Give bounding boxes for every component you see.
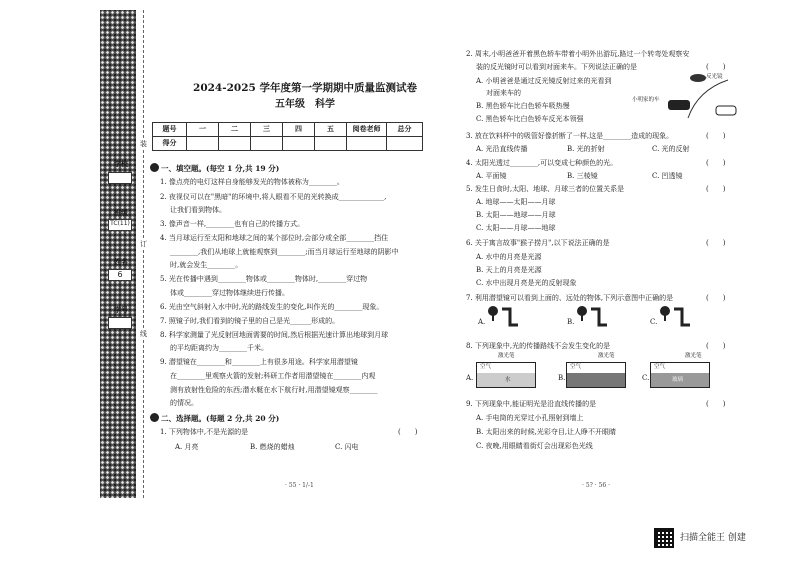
exam-subtitle: 五年级 科学 — [275, 99, 335, 110]
figure-label: 反光镜 — [706, 74, 723, 80]
section-marker-icon — [150, 413, 159, 422]
option: A. 平面镜 — [476, 172, 507, 180]
tree-trunk — [581, 315, 583, 321]
answer-paren: ( ) — [706, 239, 726, 247]
fill-blank-line: 4. 当月球运行至太阳和地球之间的某个部位时,会部分或全部________挡住 — [160, 234, 389, 242]
student-id-field — [108, 317, 132, 329]
score-cell — [251, 137, 283, 151]
exam-title: 2024-2025 学年度第一学期期中质量监测试卷 — [193, 82, 417, 94]
figure-label: 水 — [505, 377, 511, 383]
fill-blank-line: 6. 光由空气斜射入水中时,光的路线发生的变化,叫作光的________现象。 — [160, 303, 384, 311]
fill-blank-line: 让我们看到物体。 — [170, 206, 226, 214]
fill-blank-line: 9. 潜望镜在________和________上有很多用途。科学家用潜望镜 — [160, 358, 358, 366]
option: A. 手电筒的光穿过小孔照射到墙上 — [476, 414, 584, 422]
fill-blank-line: 2. 夜视仪可以在"黑暗"的环境中,将人眼看不见的光转换成_____________, — [160, 193, 387, 201]
school-label: 学校 — [114, 159, 128, 168]
score-cell: 一 — [187, 123, 219, 137]
option: C. 夜晚,用眼睛看街灯会出现彩色光线 — [476, 442, 593, 450]
score-cell — [187, 137, 219, 151]
figure-label: 玻璃 — [672, 377, 684, 383]
option: C. 凹透镜 — [652, 172, 683, 180]
score-cell — [387, 137, 423, 151]
option: C. 闪电 — [335, 443, 359, 451]
option: A. 小明爸爸是通过反光镜反射过来的光看到 — [476, 77, 612, 85]
mirror-car-figure — [628, 70, 744, 122]
question-text: 5. 发生日食时,太阳、地球、月球三者的位置关系是 — [466, 185, 625, 193]
qr-code-icon — [654, 528, 674, 548]
periscope-figure-c — [658, 305, 692, 331]
answer-paren: ( ) — [706, 294, 726, 302]
option: B. 光的折射 — [567, 145, 605, 153]
score-table-row — [153, 137, 423, 151]
answer-paren: ( ) — [706, 342, 726, 350]
class-field: TC(11) — [108, 219, 132, 231]
option: C. 太阳——月球——地球 — [476, 224, 556, 232]
class-label: 班级 — [114, 208, 128, 217]
tree-icon — [488, 306, 498, 316]
tree-icon — [660, 306, 670, 316]
page-number-right: · 5? · 56 · — [582, 482, 611, 489]
binding-strip-pattern — [100, 10, 136, 498]
score-table-header-row — [153, 123, 423, 137]
fill-blank-line: 3. 像声音一样,________也有自己的传播方式。 — [160, 220, 305, 228]
periscope-figure-b — [575, 305, 609, 331]
section-title-text: 二、选择题。(每题 2 分,共 20 分) — [161, 414, 280, 423]
score-cell: 二 — [219, 123, 251, 137]
fill-blank-line: 1. 像点亮的电灯这样自身能够发光的物体被称为________。 — [160, 178, 344, 186]
option: C. — [650, 318, 658, 326]
tree-trunk — [664, 315, 666, 321]
option: C. 水中出现月亮是光的反射现象 — [476, 279, 577, 287]
question-text: 4. 太阳光透过________,可以变成七种颜色的光。 — [466, 159, 618, 167]
score-cell: 总分 — [387, 123, 423, 137]
score-cell — [347, 137, 387, 151]
score-cell: 三 — [251, 123, 283, 137]
option: A. — [466, 374, 474, 382]
figure-label: 激光笔 — [598, 353, 615, 359]
tree-trunk — [492, 315, 494, 321]
figure-label: 空气 — [480, 364, 492, 370]
answer-paren: ( ) — [706, 185, 726, 193]
score-cell — [219, 137, 251, 151]
question-text: 6. 关于寓言故事"猴子捞月",以下说法正确的是 — [466, 239, 610, 247]
fill-blank-line: 体或________穿过物体继续进行传播。 — [170, 289, 289, 297]
score-cell — [315, 137, 347, 151]
tree-icon — [577, 306, 587, 316]
option: A. 水中的月亮是光源 — [476, 253, 542, 261]
name-label: 姓名 — [114, 257, 128, 266]
figure-label: 激光笔 — [685, 353, 702, 359]
name-field: 6 — [108, 269, 132, 281]
option: B. 天上的月亮是光源 — [476, 266, 542, 274]
answer-paren: ( ) — [706, 159, 726, 167]
section-choice-title — [150, 413, 279, 423]
medium-area — [567, 373, 625, 387]
figure-label: 空气 — [570, 364, 582, 370]
option: B. — [558, 374, 566, 382]
car-shape — [716, 106, 736, 115]
answer-paren: ( ) — [706, 400, 726, 408]
fill-blank-line: 8. 科学家测量了光反射回地面需要的时间,然后根据光速计算出地球到月球 — [160, 331, 389, 339]
question-text: 8. 下列现象中,光的传播路线不会发生变化的是 — [466, 342, 611, 350]
score-cell: 阅卷老师 — [347, 123, 387, 137]
score-cell: 五 — [315, 123, 347, 137]
score-cell: 得分 — [153, 137, 187, 151]
periscope-figure-a — [486, 305, 520, 331]
periscope-tube — [502, 309, 518, 325]
question-text: 7. 利用潜望镜可以看到上面的、远处的物体,下列示意图中正确的是 — [466, 294, 674, 302]
score-cell: 四 — [283, 123, 315, 137]
scanner-brand-text: 扫描全能王 创建 — [680, 533, 746, 543]
option: B. 太阳——地球——月球 — [476, 211, 556, 219]
score-cell — [283, 137, 315, 151]
option: B. 燃烧的蜡烛 — [250, 443, 295, 451]
periscope-tube — [591, 309, 607, 325]
question-text: 2. 周末,小明爸爸开着黑色轿车带着小明外出游玩,路过一个转弯处观察安 — [466, 50, 690, 58]
answer-paren: ( ) — [706, 132, 726, 140]
option: B. 太阳出来的时候,光彩夺目,让人睁不开眼睛 — [476, 428, 617, 436]
page-number-left: · 55 · 1/-1 — [285, 482, 314, 489]
mirror-shape — [690, 74, 706, 82]
fill-blank-line: 的平均距离约为________千米。 — [170, 344, 268, 352]
fill-blank-line: 在________里观察火箭的发射;科研工作者用潜望镜在________内观 — [170, 372, 376, 380]
option: B. 黑色轿车比白色轿车吸热慢 — [476, 102, 570, 110]
option: A. 月亮 — [175, 443, 199, 451]
figure-label: 空气 — [654, 364, 666, 370]
option: C. — [642, 374, 650, 382]
question-text: 9. 下列现象中,能证明光是沿直线传播的是 — [466, 400, 597, 408]
answer-paren: ( ) — [706, 63, 726, 71]
periscope-tube — [674, 309, 690, 325]
question-text: 装的反光镜时可以看到对面来车。下列说法正确的是 — [476, 63, 637, 71]
question-text: 3. 放在饮料杯中的吸管好像折断了一样,这是________造成的现象。 — [466, 132, 674, 140]
section-marker-icon — [150, 163, 159, 172]
option: C. 黑色轿车比白色轿车反光本领强 — [476, 115, 584, 123]
fill-blank-line: ________,我们从地球上就能观察到________;而当月球运行至地球的阴影中 — [170, 248, 399, 256]
option: A. 地球——太阳——月球 — [476, 198, 556, 206]
fill-blank-line: 7. 照镜子时,我们看到的镜子里的自己是光______形成的。 — [160, 317, 340, 325]
fill-blank-line: 的情况。 — [170, 399, 198, 407]
option: 对面来车的 — [486, 89, 521, 97]
option: B. 三棱镜 — [567, 172, 598, 180]
fill-blank-line: 测有放射性危险的东西;潜水艇在水下航行时,用潜望镜观察________ — [170, 386, 378, 394]
fill-blank-line: 时,就会发生________。 — [170, 261, 243, 269]
question-text: 1. 下列物体中,不是光源的是 — [160, 428, 249, 436]
binding-letter: 线 — [140, 330, 147, 338]
road-curve — [688, 80, 728, 118]
answer-paren: ( ) — [398, 428, 418, 436]
option: A. — [478, 318, 486, 326]
student-id-label: 学号 — [114, 305, 128, 314]
score-cell: 题号 — [153, 123, 187, 137]
section-fill-blank-title — [150, 163, 279, 173]
figure-label: 小明家的车 — [632, 97, 660, 103]
school-field — [108, 172, 132, 184]
score-table — [152, 122, 423, 151]
section-title-text: 一、填空题。(每空 1 分,共 19 分) — [161, 164, 280, 173]
car-shape — [668, 100, 690, 110]
binding-letter: 订 — [140, 240, 147, 248]
fill-blank-line: 5. 光在传播中遇到________物体或________物体时,________穿过物 — [160, 275, 368, 283]
binding-line — [143, 10, 144, 498]
figure-label: 激光笔 — [498, 353, 515, 359]
option: A. 光沿直线传播 — [476, 145, 528, 153]
option: C. 光的反射 — [652, 145, 690, 153]
binding-letter: 装 — [140, 140, 147, 148]
option: B. — [567, 318, 575, 326]
